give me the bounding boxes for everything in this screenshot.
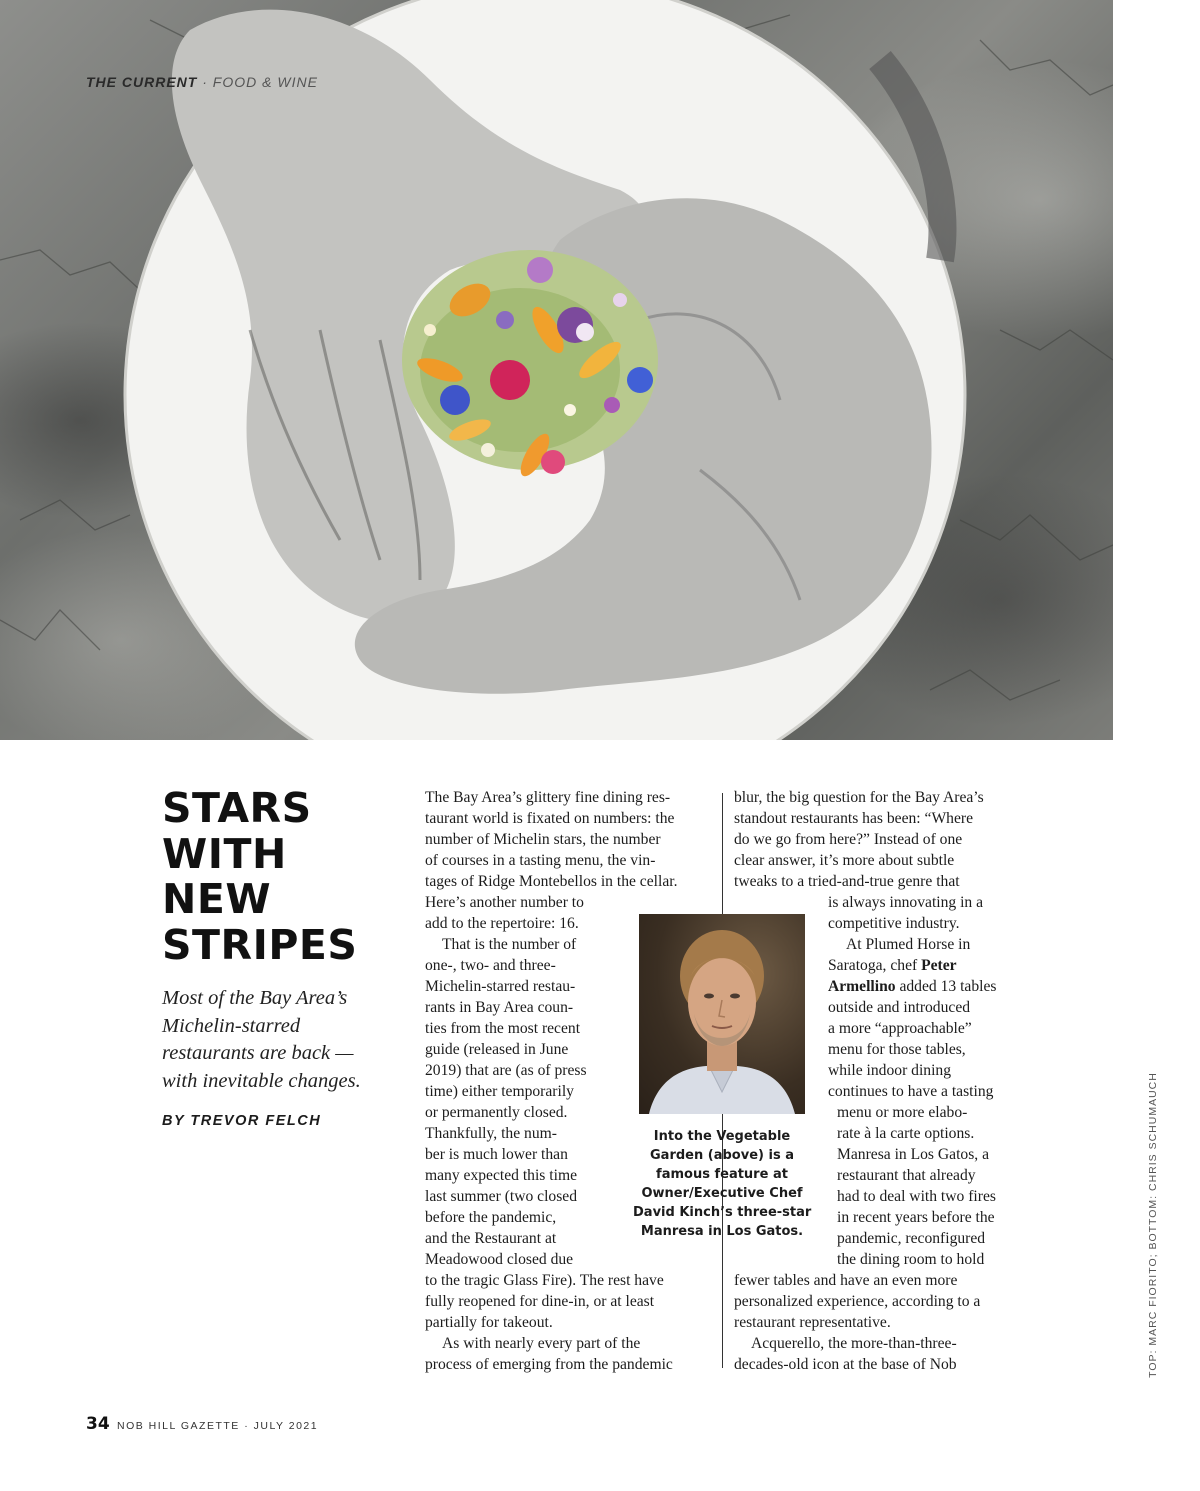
body-line: rants in Bay Area coun- [425, 999, 574, 1016]
body-line: to the tragic Glass Fire). The rest have [425, 1272, 664, 1289]
body-line: restaurant representative. [734, 1314, 891, 1331]
body-line: last summer (two closed [425, 1188, 578, 1205]
body-line: Michelin-starred restau- [425, 978, 576, 995]
body-line: many expected this time [425, 1167, 577, 1184]
body-line: Acquerello, the more-than-three- [751, 1335, 957, 1352]
body-line: while indoor dining [828, 1062, 952, 1079]
body-line: in recent years before the [837, 1209, 995, 1226]
chef-name: Peter [921, 957, 957, 974]
body-line: competitive industry. [828, 915, 960, 932]
body-line: outside and introduced [828, 999, 971, 1016]
chef-portrait-photo [639, 914, 805, 1114]
body-text: added 13 tables [895, 978, 997, 995]
body-line: process of emerging from the pandemic [425, 1356, 673, 1373]
body-line: taurant world is fixated on numbers: the [425, 810, 675, 827]
body-line: Manresa in Los Gatos, a [837, 1146, 990, 1163]
body-line: fewer tables and have an even more [734, 1272, 958, 1289]
body-line: blur, the big question for the Bay Area’s [734, 789, 984, 806]
page-number: 34 [86, 1414, 110, 1434]
dek-line: Michelin-starred [162, 1014, 301, 1037]
headline-line: NEW [162, 875, 272, 923]
body-line: number of Michelin stars, the number [425, 831, 661, 848]
body-line: do we go from here?” Instead of one [734, 831, 963, 848]
publication-footer: NOB HILL GAZETTE · JULY 2021 [117, 1420, 319, 1432]
headline-line: STARS [162, 784, 312, 832]
body-line: restaurant that already [837, 1167, 976, 1184]
caption-line: famous feature at [656, 1167, 788, 1182]
caption-line: Garden (above) is a [650, 1148, 794, 1163]
photo-credit: TOP: MARC FIORITO; BOTTOM: CHRIS SCHUMAUCH [1147, 1072, 1159, 1378]
caption-line: David Kinch’s three-star [633, 1205, 812, 1220]
body-line: At Plumed Horse in [846, 936, 971, 953]
body-line: menu or more elabo- [837, 1104, 968, 1121]
body-line: decades-old icon at the base of Nob [734, 1356, 957, 1373]
headline-line: WITH [162, 829, 287, 878]
kicker-separator: · [202, 74, 208, 90]
photo-caption [633, 1127, 811, 1241]
subsection-name: FOOD & WINE [212, 74, 318, 90]
caption-line: Into the Vegetable [653, 1129, 791, 1144]
body-line: As with nearly every part of the [442, 1335, 641, 1352]
section-name: THE CURRENT [86, 74, 198, 90]
body-line: Thankfully, the num- [425, 1125, 557, 1142]
body-line: a more “approachable” [828, 1020, 972, 1037]
body-line: had to deal with two fires [837, 1188, 996, 1205]
body-line: before the pandemic, [425, 1209, 557, 1226]
body-line: menu for those tables, [828, 1041, 966, 1058]
body-line: clear answer, it’s more about subtle [734, 852, 955, 869]
body-line: fully reopened for dine-in, or at least [425, 1293, 655, 1310]
byline: BY TREVOR FELCH [162, 1113, 322, 1129]
body-line: tweaks to a tried-and-true genre that [734, 873, 960, 890]
body-line: ber is much lower than [425, 1146, 568, 1163]
body-line: of courses in a tasting menu, the vin- [425, 852, 656, 869]
body-line: and the Restaurant at [425, 1230, 557, 1247]
body-line: add to the repertoire: 16. [425, 915, 579, 932]
body-line: one-, two- and three- [425, 957, 556, 974]
hero-photo [0, 0, 1113, 740]
body-line: That is the number of [442, 936, 577, 953]
body-line: partially for takeout. [425, 1314, 553, 1331]
body-text: Saratoga, chef [828, 957, 922, 974]
caption-line: Owner/Executive Chef [641, 1186, 803, 1201]
body-line: Here’s another number to [425, 894, 584, 911]
body-line: is always innovating in a [828, 894, 984, 911]
body-line: continues to have a tasting [828, 1083, 994, 1100]
dek-line: restaurants are back — [162, 1042, 354, 1064]
article-dek [162, 985, 402, 1095]
body-line: rate à la carte options. [837, 1125, 975, 1142]
body-line: or permanently closed. [425, 1104, 568, 1121]
body-line: guide (released in June [425, 1041, 569, 1058]
body-line: 2019) that are (as of press [425, 1062, 587, 1079]
body-line: the dining room to hold [837, 1251, 985, 1268]
article-headline [162, 786, 392, 968]
dek-line: Most of the Bay Area’s [162, 987, 348, 1009]
body-line: personalized experience, according to a [734, 1293, 981, 1310]
body-line: ties from the most recent [425, 1020, 581, 1037]
body-line: time) either temporarily [425, 1083, 574, 1100]
chef-name: Armellino [828, 978, 896, 995]
body-line: tages of Ridge Montebellos in the cellar. [425, 873, 678, 890]
section-kicker [86, 74, 318, 90]
body-line: pandemic, reconfigured [837, 1230, 986, 1247]
body-line [828, 955, 957, 976]
body-line: standout restaurants has been: “Where [734, 810, 974, 827]
body-line: The Bay Area’s glittery fine dining res- [425, 789, 671, 806]
caption-line: Manresa in Los Gatos. [640, 1224, 804, 1239]
body-line [828, 976, 996, 997]
dek-line: with inevitable changes. [162, 1069, 361, 1092]
body-line: Meadowood closed due [425, 1251, 574, 1268]
headline-line: STRIPES [162, 920, 358, 969]
